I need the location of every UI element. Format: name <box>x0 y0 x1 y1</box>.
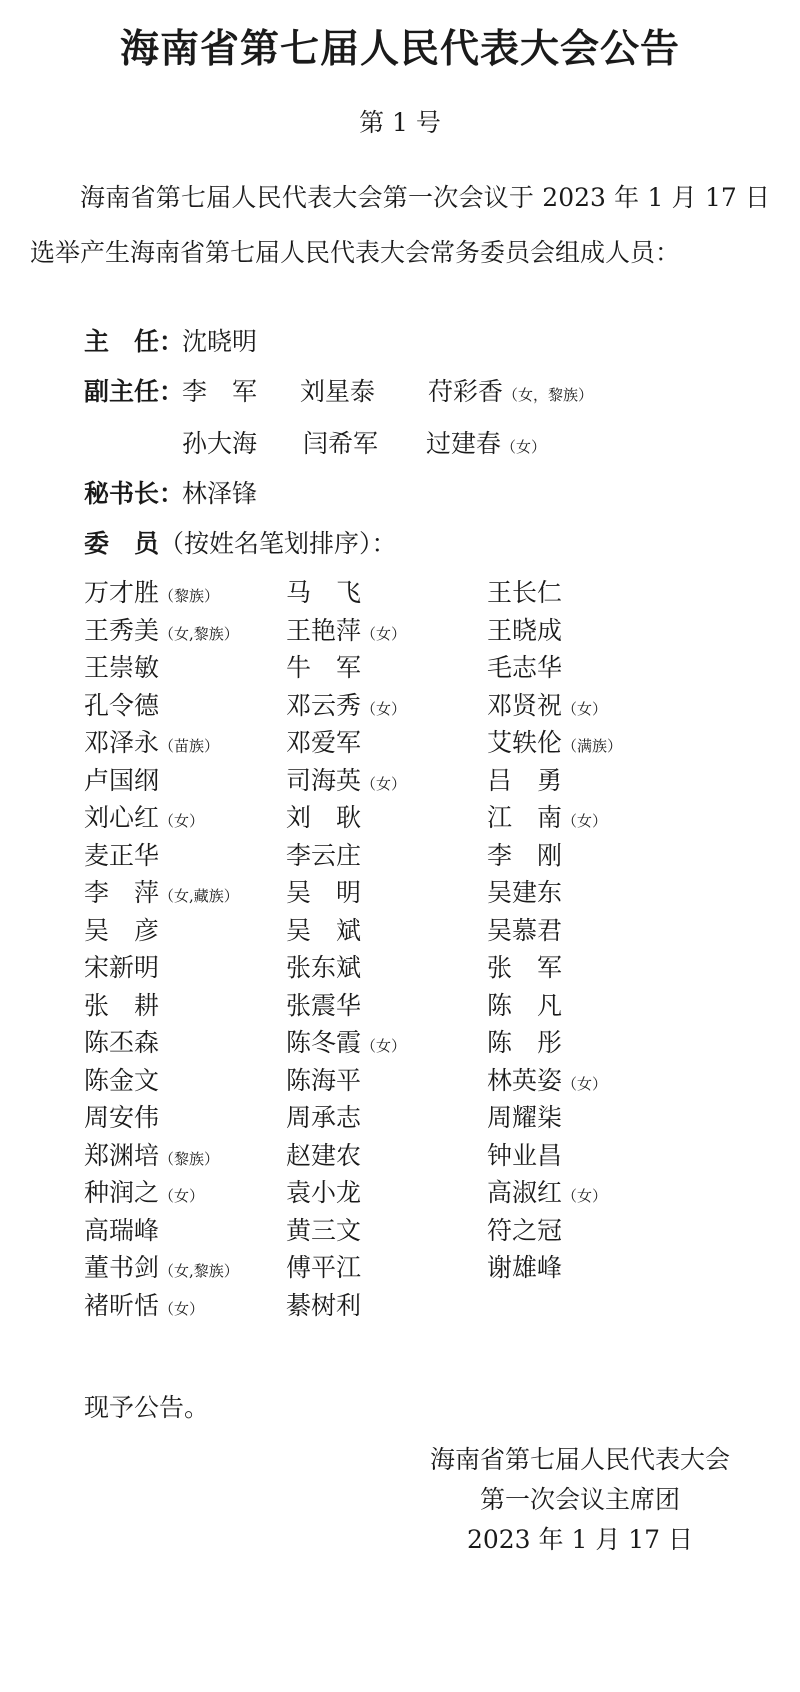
signature-presidium: 第一次会议主席团 <box>479 1485 680 1514</box>
member-row <box>84 1211 764 1249</box>
member-row <box>84 1136 764 1174</box>
member-name: 李云庄 <box>286 840 362 870</box>
member-row <box>84 911 764 949</box>
secretary-general-label: 秘书长： <box>84 479 185 508</box>
member-row <box>84 761 764 799</box>
member-name: 麦正华 <box>84 840 160 870</box>
member-name: 宋新明 <box>84 953 160 982</box>
member-name: 孔令德 <box>84 690 160 720</box>
vice-director-name: 孙大海 <box>182 429 258 458</box>
closing-text: 现予公告。 <box>84 1393 210 1422</box>
member-name: 邓泽永（苗族） <box>84 728 220 757</box>
member-row <box>84 573 764 611</box>
document-title: 海南省第七届人民代表大会公告 <box>119 27 680 72</box>
vice-director-name: 李 军 <box>182 377 258 406</box>
member-name: 吴 彦 <box>84 915 160 945</box>
member-row <box>84 1248 764 1286</box>
member-name: 张 耕 <box>84 990 160 1020</box>
member-name: 邓贤祝（女） <box>487 690 608 720</box>
member-name: 陈金文 <box>84 1065 160 1095</box>
member-row <box>84 948 764 986</box>
member-name: 卢国纲 <box>84 765 160 795</box>
members-list <box>84 573 764 1323</box>
member-name: 李 刚 <box>487 840 563 870</box>
member-name: 陈冬霞（女） <box>286 1028 407 1057</box>
member-name: 吕 勇 <box>487 765 563 795</box>
director-name: 沈晓明 <box>182 327 258 356</box>
member-name: 赵建农 <box>286 1140 362 1170</box>
member-name: 种润之（女） <box>84 1178 205 1207</box>
vice-director-label: 副主任： <box>84 377 185 406</box>
member-name: 邓云秀（女） <box>286 690 407 720</box>
member-name: 刘 耿 <box>286 803 362 832</box>
member-name: 周承志 <box>286 1103 362 1132</box>
signature-date: 2023 年 1 月 17 日 <box>466 1525 694 1554</box>
member-row <box>84 1098 764 1136</box>
member-name: 刘心红（女） <box>84 803 205 832</box>
member-name: 李 萍（女,藏族） <box>84 878 239 907</box>
members-label: 委 员 <box>84 529 160 558</box>
member-name: 马 飞 <box>286 578 362 607</box>
member-name: 钟业昌 <box>487 1140 563 1170</box>
member-name: 符之冠 <box>487 1215 563 1245</box>
member-row <box>84 798 764 836</box>
member-name: 綦树利 <box>286 1290 362 1320</box>
member-name: 王长仁 <box>487 578 563 607</box>
member-name: 王秀美（女,黎族） <box>84 615 239 645</box>
member-row <box>84 836 764 874</box>
members-heading <box>84 524 397 560</box>
member-name: 邓爱军 <box>286 728 362 757</box>
member-name: 陈 彤 <box>487 1028 563 1057</box>
member-row <box>84 611 764 649</box>
member-name: 傅平江 <box>286 1253 362 1282</box>
member-row <box>84 873 764 911</box>
member-row <box>84 1061 764 1099</box>
member-name: 黄三文 <box>286 1215 362 1245</box>
member-row <box>84 686 764 724</box>
member-row <box>84 723 764 761</box>
member-name: 万才胜（黎族） <box>84 578 220 607</box>
member-name: 江 南（女） <box>487 803 608 832</box>
member-name: 张 军 <box>487 953 563 982</box>
vice-director-name: 过建春（女） <box>426 429 547 458</box>
member-name: 张东斌 <box>286 953 362 982</box>
member-name: 周安伟 <box>84 1103 160 1132</box>
member-row <box>84 986 764 1024</box>
signature-org: 海南省第七届人民代表大会 <box>429 1445 730 1474</box>
member-name: 王崇敏 <box>84 653 160 682</box>
member-name: 司海英（女） <box>286 765 407 795</box>
member-row <box>84 1023 764 1061</box>
member-name: 谢雄峰 <box>487 1253 563 1282</box>
vice-director-name: 刘星泰 <box>300 377 376 406</box>
member-row <box>84 1286 764 1324</box>
member-name: 郑渊培（黎族） <box>84 1140 220 1170</box>
intro-paragraph: 海南省第七届人民代表大会第一次会议于 2023 年 1 月 17 日选举产生海南省第七届人民代表大会常务委员会组成人员： <box>30 183 770 267</box>
member-name: 陈丕森 <box>84 1028 160 1057</box>
member-name: 林英姿（女） <box>487 1065 608 1095</box>
member-name: 吴建东 <box>487 878 563 907</box>
vice-director-name: 闫希军 <box>303 429 379 458</box>
members-sort-note: （按姓名笔划排序）： <box>159 529 397 558</box>
member-name: 董书剑（女,黎族） <box>84 1253 239 1282</box>
member-name: 吴慕君 <box>487 915 563 945</box>
member-name: 陈海平 <box>286 1065 362 1095</box>
member-name: 毛志华 <box>487 653 563 682</box>
vice-director-name: 苻彩香（女，黎族） <box>428 377 594 406</box>
member-name: 王晓成 <box>487 615 563 645</box>
announcement-number: 第 1 号 <box>359 108 441 137</box>
member-row <box>84 648 764 686</box>
member-name: 吴 明 <box>286 878 362 907</box>
member-name: 陈 凡 <box>487 990 563 1020</box>
member-name: 张震华 <box>286 990 362 1020</box>
member-name: 吴 斌 <box>286 915 362 945</box>
member-name: 王艳萍（女） <box>286 615 407 645</box>
member-name: 牛 军 <box>286 653 362 682</box>
member-name: 周耀柒 <box>487 1103 563 1132</box>
secretary-general-name: 林泽锋 <box>182 479 258 508</box>
member-name: 褚昕恬（女） <box>84 1290 205 1320</box>
member-row <box>84 1173 764 1211</box>
member-name: 袁小龙 <box>286 1178 362 1207</box>
director-label: 主 任： <box>84 327 185 356</box>
member-name: 高淑红（女） <box>487 1178 608 1207</box>
member-name: 艾轶伦（满族） <box>487 728 623 757</box>
member-name: 高瑞峰 <box>84 1215 160 1245</box>
